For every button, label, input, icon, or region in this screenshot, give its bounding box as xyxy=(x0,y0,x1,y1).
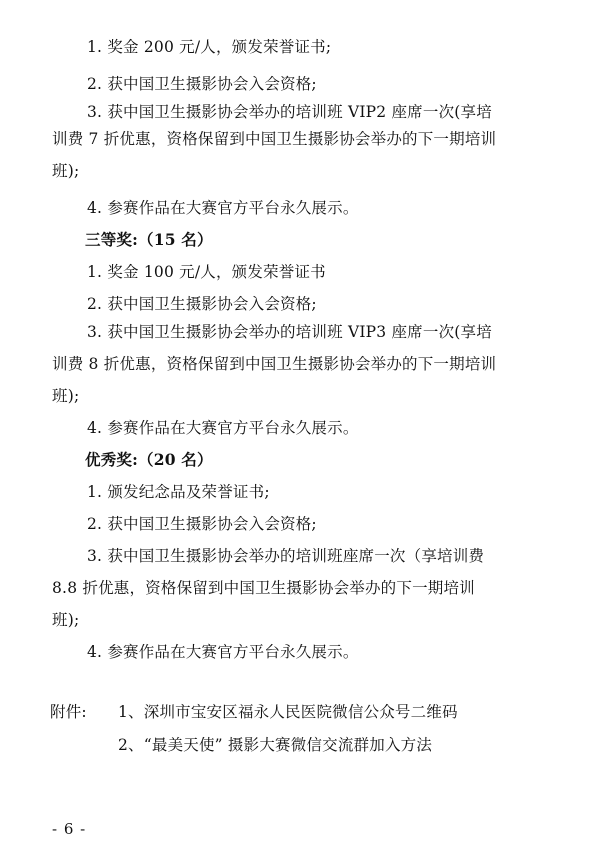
second-prize-item-1: 1. 奖金 200 元/人，颁发荣誉证书; xyxy=(87,38,332,56)
second-prize-item-4: 4. 参赛作品在大赛官方平台永久展示。 xyxy=(87,199,359,217)
excellence-prize-item-4: 4. 参赛作品在大赛官方平台永久展示。 xyxy=(87,643,359,661)
excellence-prize-item-2: 2. 获中国卫生摄影协会入会资格; xyxy=(87,515,317,533)
third-prize-item-3-end: 班); xyxy=(52,387,80,405)
page-number: - 6 - xyxy=(52,820,87,838)
third-prize-item-1: 1. 奖金 100 元/人，颁发荣誉证书 xyxy=(87,263,326,281)
third-prize-item-3: 3. 获中国卫生摄影协会举办的培训班 VIP3 座席一次(享培 xyxy=(87,323,492,341)
attachments-label: 附件: xyxy=(50,703,87,721)
attachment-item-2: 2、“最美天使” 摄影大赛微信交流群加入方法 xyxy=(118,736,433,754)
second-prize-item-3-end: 班); xyxy=(52,162,80,180)
second-prize-item-2: 2. 获中国卫生摄影协会入会资格; xyxy=(87,75,317,93)
third-prize-item-3-cont: 训费 8 折优惠，资格保留到中国卫生摄影协会举办的下一期培训 xyxy=(52,355,497,373)
excellence-prize-item-3-end: 班); xyxy=(52,611,80,629)
third-prize-item-4: 4. 参赛作品在大赛官方平台永久展示。 xyxy=(87,419,359,437)
attachment-item-1: 1、深圳市宝安区福永人民医院微信公众号二维码 xyxy=(118,703,458,721)
third-prize-item-2: 2. 获中国卫生摄影协会入会资格; xyxy=(87,295,317,313)
second-prize-item-3-cont: 训费 7 折优惠，资格保留到中国卫生摄影协会举办的下一期培训 xyxy=(52,130,497,148)
excellence-prize-item-1: 1. 颁发纪念品及荣誉证书; xyxy=(87,483,270,501)
excellence-prize-item-3: 3. 获中国卫生摄影协会举办的培训班座席一次（享培训费 xyxy=(87,547,485,565)
third-prize-heading: 三等奖:（15 名） xyxy=(85,230,213,249)
second-prize-item-3: 3. 获中国卫生摄影协会举办的培训班 VIP2 座席一次(享培 xyxy=(87,103,492,121)
excellence-prize-item-3-cont: 8.8 折优惠，资格保留到中国卫生摄影协会举办的下一期培训 xyxy=(52,579,475,597)
excellence-prize-heading: 优秀奖:（20 名） xyxy=(85,450,213,469)
